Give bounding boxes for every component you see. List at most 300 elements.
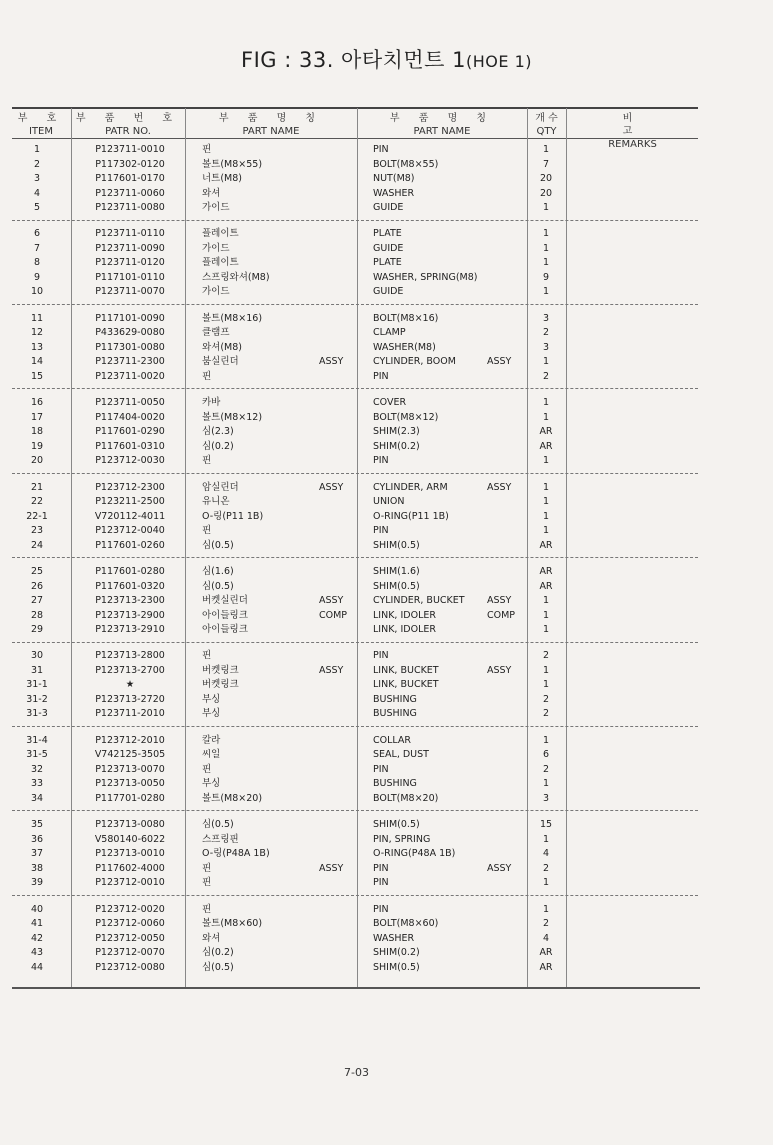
cell-part-name-english: GUIDE	[373, 202, 404, 213]
cell-qty: 1	[542, 609, 550, 621]
cell-item: 20	[30, 455, 44, 467]
header-part-name-korean	[186, 112, 356, 138]
cell-part-name-korean: 핀	[202, 763, 212, 775]
cell-part-name-korean: 칼라	[202, 734, 221, 746]
cell-part-name-english: WASHER	[373, 932, 415, 944]
cell-part-name-english: COLLAR	[373, 734, 412, 746]
cell-qty: 1	[542, 734, 550, 746]
table-row	[0, 565, 773, 580]
cell-part-name-english: LINK, IDOLER	[373, 609, 436, 621]
table-row	[0, 932, 773, 947]
cell-assy-korean: ASSY	[319, 664, 344, 676]
cell-part-no: P123713-0010	[95, 848, 165, 860]
cell-assy-english: ASSY	[487, 356, 512, 368]
cell-part-name-korean: 붐실린더	[202, 356, 239, 368]
cell-qty: 2	[542, 862, 550, 874]
table-row	[0, 440, 773, 455]
table-row	[0, 495, 773, 510]
group-separator	[12, 642, 698, 643]
cell-part-no: P123711-0050	[95, 397, 165, 409]
cell-part-no: P433629-0080	[95, 327, 165, 339]
cell-qty: 1	[542, 144, 550, 155]
cell-part-name-korean: 볼트(M8×16)	[202, 312, 263, 324]
cell-part-name-english: UNION	[373, 496, 405, 508]
cell-part-no: P123712-2300	[95, 481, 165, 493]
table-row	[0, 341, 773, 356]
cell-qty: 1	[542, 525, 550, 537]
cell-part-name-english: GUIDE	[373, 242, 404, 254]
title-subtitle: (HOE 1)	[466, 52, 532, 71]
cell-part-name-english: BOLT(M8×16)	[373, 312, 439, 324]
cell-qty: 9	[542, 271, 550, 283]
cell-part-name-english: SHIM(0.2)	[373, 947, 420, 959]
cell-qty: AR	[539, 440, 553, 452]
cell-qty: 2	[542, 327, 550, 339]
cell-part-name-korean: 심(0.2)	[202, 440, 234, 452]
table-row	[0, 707, 773, 722]
header-qty	[528, 112, 565, 138]
cell-item: 33	[30, 778, 44, 790]
cell-qty: AR	[539, 961, 553, 973]
cell-item: 4	[33, 187, 41, 199]
cell-part-name-korean: 핀	[202, 862, 212, 874]
table-row	[0, 917, 773, 932]
cell-part-name-korean: 심(0.5)	[202, 539, 234, 551]
cell-qty: 1	[542, 679, 550, 691]
cell-part-no: P117601-0310	[95, 440, 165, 452]
title-text: FIG : 33. 아타치먼트 1	[241, 48, 467, 72]
cell-qty: 3	[542, 792, 550, 804]
cell-part-name-korean: 핀	[202, 650, 212, 662]
cell-item: 39	[30, 877, 44, 889]
table-row	[0, 903, 773, 918]
cell-part-name-korean: 씨일	[202, 749, 221, 761]
cell-part-name-english: PLATE	[373, 228, 402, 240]
cell-part-no: P123713-2800	[95, 650, 165, 662]
cell-qty: AR	[539, 947, 553, 959]
table-row	[0, 649, 773, 664]
cell-qty: 1	[542, 595, 550, 606]
table-row	[0, 355, 773, 370]
cell-part-no: P123711-0120	[95, 257, 165, 269]
cell-part-no: P123711-0020	[95, 370, 165, 382]
table-row	[0, 946, 773, 961]
cell-assy-english: ASSY	[487, 481, 512, 493]
cell-part-name-english: WASHER, SPRING(M8)	[373, 271, 478, 283]
cell-qty: 1	[542, 877, 550, 889]
cell-part-name-english: CYLINDER, ARM	[373, 481, 448, 493]
cell-qty: 1	[542, 397, 550, 409]
cell-item: 44	[30, 961, 44, 973]
table-row	[0, 510, 773, 525]
cell-part-no: V580140-6022	[94, 833, 166, 845]
cell-item: 38	[30, 862, 44, 874]
table-row	[0, 187, 773, 202]
group-separator	[12, 388, 698, 389]
cell-part-name-korean: 가이드	[202, 286, 230, 298]
cell-part-name-korean: 아이들링크	[202, 609, 248, 621]
cell-part-no: P123711-2010	[95, 708, 165, 720]
cell-part-no: P117601-0170	[95, 173, 165, 184]
table-row	[0, 862, 773, 877]
cell-part-name-korean: 와셔(M8)	[202, 341, 243, 353]
cell-part-name-korean: 심(2.3)	[202, 426, 234, 438]
header-item	[12, 112, 70, 138]
group-separator	[12, 810, 698, 811]
cell-qty: 1	[542, 496, 550, 508]
cell-part-name-korean: 핀	[202, 877, 212, 889]
header-part-no	[72, 112, 184, 138]
cell-item: 12	[30, 327, 44, 339]
cell-part-name-english: PIN	[373, 903, 389, 915]
table-row	[0, 777, 773, 792]
cell-item: 31-3	[26, 708, 48, 720]
table-row	[0, 876, 773, 891]
cell-item: 32	[30, 763, 44, 775]
table-row	[0, 748, 773, 763]
cell-part-name-english: PIN	[373, 144, 389, 155]
cell-part-no: P123712-0040	[95, 525, 165, 537]
cell-part-name-korean: 핀	[202, 903, 212, 915]
cell-part-name-english: BOLT(M8×60)	[373, 918, 439, 930]
group-separator	[12, 895, 698, 896]
cell-part-name-english: BOLT(M8×20)	[373, 792, 439, 804]
cell-part-name-english: PIN	[373, 650, 389, 662]
cell-item: 37	[30, 848, 44, 860]
cell-item: 16	[30, 397, 44, 409]
table-row	[0, 763, 773, 778]
cell-part-no: P117301-0080	[95, 341, 165, 353]
cell-item: 36	[30, 833, 44, 845]
cell-assy-korean: ASSY	[319, 356, 344, 368]
cell-item: 24	[30, 539, 44, 551]
cell-item: 27	[30, 595, 44, 606]
cell-item: 2	[33, 158, 41, 170]
cell-part-name-korean: 볼트(M8×55)	[202, 158, 263, 170]
cell-part-name-korean: 버켓실린더	[202, 595, 248, 606]
cell-part-name-english: SHIM(0.5)	[373, 539, 420, 551]
cell-item: 22-1	[26, 510, 48, 522]
table-row	[0, 524, 773, 539]
cell-part-name-korean: 클램프	[202, 327, 230, 339]
cell-part-name-english: BOLT(M8×55)	[373, 158, 439, 170]
cell-part-name-korean: 버켓링크	[202, 679, 239, 691]
cell-part-no: P123713-2910	[95, 624, 165, 635]
cell-part-name-korean: 너트(M8)	[202, 173, 243, 184]
cell-part-name-english: NUT(M8)	[373, 173, 415, 184]
cell-part-no: P123711-0060	[95, 187, 165, 199]
cell-assy-english: COMP	[487, 609, 516, 621]
table-row	[0, 961, 773, 976]
cell-item: 17	[30, 411, 44, 423]
cell-part-name-english: O-RING(P48A 1B)	[373, 848, 456, 860]
cell-qty: 15	[539, 819, 553, 831]
cell-item: 31-1	[26, 679, 48, 691]
header-remarks-ko: 비 고	[622, 113, 673, 137]
cell-part-no: P123712-0060	[95, 918, 165, 930]
cell-part-no: P123711-2300	[95, 356, 165, 368]
cell-part-name-korean: 부싱	[202, 693, 221, 705]
page-number: 7-03	[344, 1066, 369, 1079]
cell-qty: 6	[542, 749, 550, 761]
cell-assy-english: ASSY	[487, 862, 512, 874]
cell-item: 19	[30, 440, 44, 452]
cell-part-name-english: SHIM(0.5)	[373, 819, 420, 831]
group-separator	[12, 220, 698, 221]
group-separator	[12, 726, 698, 727]
table-row	[0, 623, 773, 638]
cell-part-name-english: WASHER	[373, 187, 415, 199]
cell-part-no: P117302-0120	[95, 158, 165, 170]
header-kname-en: PART NAME	[242, 126, 300, 137]
table-row	[0, 271, 773, 286]
cell-item: 9	[33, 271, 41, 283]
cell-part-no: V742125-3505	[94, 749, 166, 761]
group-separator	[12, 557, 698, 558]
cell-part-name-korean: 부싱	[202, 778, 221, 790]
cell-part-no: P123713-0080	[95, 819, 165, 831]
cell-item: 42	[30, 932, 44, 944]
cell-item: 40	[30, 903, 44, 915]
cell-assy-korean: ASSY	[319, 481, 344, 493]
cell-part-name-english: SHIM(0.2)	[373, 440, 420, 452]
cell-item: 3	[33, 173, 41, 184]
cell-part-name-korean: 플레이트	[202, 228, 239, 240]
cell-part-name-english: PIN	[373, 525, 389, 537]
cell-part-no: P123713-0050	[95, 778, 165, 790]
cell-part-name-english: LINK, IDOLER	[373, 624, 436, 635]
cell-part-name-english: COVER	[373, 397, 407, 409]
cell-part-name-english: LINK, BUCKET	[373, 664, 439, 676]
cell-part-no: P123711-0090	[95, 242, 165, 254]
table-row	[0, 227, 773, 242]
cell-part-name-english: GUIDE	[373, 286, 404, 298]
table-row	[0, 326, 773, 341]
header-ename-en: PART NAME	[413, 126, 471, 137]
cell-part-no: P123713-2720	[95, 693, 165, 705]
cell-part-name-korean: 볼트(M8×60)	[202, 918, 263, 930]
cell-part-no: P117101-0110	[95, 271, 165, 283]
cell-qty: 3	[542, 341, 550, 353]
cell-part-no: P117601-0290	[95, 426, 165, 438]
cell-item: 5	[33, 202, 41, 213]
cell-item: 7	[33, 242, 41, 254]
cell-assy-korean: COMP	[319, 609, 348, 621]
cell-part-name-korean: 핀	[202, 144, 212, 155]
table-row	[0, 847, 773, 862]
cell-part-name-korean: 볼트(M8×12)	[202, 411, 263, 423]
cell-part-name-korean: 버켓링크	[202, 664, 239, 676]
header-ename-ko: 부 품 명 칭	[389, 113, 495, 124]
cell-part-no: P123711-0110	[95, 228, 165, 240]
cell-part-name-korean: 와셔	[202, 187, 221, 199]
cell-part-name-english: BOLT(M8×12)	[373, 411, 439, 423]
cell-qty: 1	[542, 510, 550, 522]
cell-part-no: ★	[125, 679, 135, 691]
cell-qty: 3	[542, 312, 550, 324]
cell-part-name-korean: 암실린더	[202, 481, 239, 493]
table-row	[0, 734, 773, 749]
cell-item: 34	[30, 792, 44, 804]
header-remarks-en: REMARKS	[608, 139, 657, 150]
cell-item: 29	[30, 624, 44, 635]
table-row	[0, 370, 773, 385]
header-part-name-english	[358, 112, 526, 138]
cell-part-no: P123711-0070	[95, 286, 165, 298]
cell-part-name-english: WASHER(M8)	[373, 341, 436, 353]
cell-item: 23	[30, 525, 44, 537]
cell-part-name-korean: 가이드	[202, 242, 230, 254]
cell-part-no: P123211-2500	[95, 496, 165, 508]
cell-item: 31-2	[26, 693, 48, 705]
cell-qty: 20	[539, 187, 553, 199]
cell-qty: AR	[539, 580, 553, 592]
cell-part-name-korean: 아이들링크	[202, 624, 248, 635]
header-part-no-en: PATR NO.	[105, 126, 151, 137]
cell-part-no: P123712-0020	[95, 903, 165, 915]
cell-qty: AR	[539, 426, 553, 438]
cell-part-no: P123713-2900	[95, 609, 165, 621]
cell-part-name-korean: 심(0.5)	[202, 819, 234, 831]
cell-part-name-korean: 심(0.2)	[202, 947, 234, 959]
cell-part-no: P123711-0080	[95, 202, 165, 213]
cell-part-name-english: BUSHING	[373, 708, 417, 720]
cell-part-no: P123712-0070	[95, 947, 165, 959]
cell-part-name-korean: 심(0.5)	[202, 961, 234, 973]
cell-part-name-english: PIN	[373, 455, 389, 467]
table-row	[0, 833, 773, 848]
cell-part-name-english: PIN, SPRING	[373, 833, 431, 845]
cell-qty: 20	[539, 173, 553, 184]
header-kname-ko: 부 품 명 칭	[218, 113, 324, 124]
table-row	[0, 158, 773, 173]
cell-item: 11	[30, 312, 44, 324]
cell-item: 28	[30, 609, 44, 621]
table-row	[0, 201, 773, 216]
cell-qty: 2	[542, 693, 550, 705]
cell-item: 8	[33, 257, 41, 269]
cell-qty: 1	[542, 455, 550, 467]
cell-part-no: P123712-0010	[95, 877, 165, 889]
cell-part-no: P117101-0090	[95, 312, 165, 324]
cell-part-no: P123712-0050	[95, 932, 165, 944]
cell-item: 25	[30, 566, 44, 577]
table-row	[0, 242, 773, 257]
cell-part-name-english: PLATE	[373, 257, 402, 269]
header-item-ko: 부 호	[17, 113, 65, 124]
cell-part-name-english: BUSHING	[373, 778, 417, 790]
cell-item: 18	[30, 426, 44, 438]
cell-part-name-korean: 핀	[202, 455, 212, 467]
cell-item: 31	[30, 664, 44, 676]
table-row	[0, 792, 773, 807]
table-top-rule	[12, 107, 698, 109]
table-row	[0, 539, 773, 554]
cell-qty: 1	[542, 411, 550, 423]
cell-assy-korean: ASSY	[319, 595, 344, 606]
cell-part-name-korean: 카바	[202, 397, 221, 409]
cell-part-name-korean: 핀	[202, 525, 212, 537]
cell-part-name-korean: O-링(P11 1B)	[202, 510, 264, 522]
cell-part-name-korean: 핀	[202, 370, 212, 382]
cell-item: 1	[33, 144, 41, 155]
cell-part-name-english: SEAL, DUST	[373, 749, 429, 761]
cell-part-name-english: PIN	[373, 763, 389, 775]
group-separator	[12, 304, 698, 305]
cell-part-no: P117602-4000	[95, 862, 165, 874]
cell-part-no: P123713-0070	[95, 763, 165, 775]
cell-item: 30	[30, 650, 44, 662]
table-row	[0, 143, 773, 158]
cell-qty: 2	[542, 708, 550, 720]
cell-part-no: P123712-2010	[95, 734, 165, 746]
cell-part-name-korean: 플레이트	[202, 257, 239, 269]
cell-assy-english: ASSY	[487, 664, 512, 676]
cell-part-no: V720112-4011	[94, 510, 166, 522]
cell-qty: 1	[542, 202, 550, 213]
cell-part-no: P117601-0280	[95, 566, 165, 577]
cell-part-name-korean: 심(1.6)	[202, 566, 234, 577]
cell-part-no: P117601-0260	[95, 539, 165, 551]
header-qty-en: QTY	[536, 126, 557, 137]
cell-item: 13	[30, 341, 44, 353]
cell-part-name-english: O-RING(P11 1B)	[373, 510, 449, 522]
cell-assy-korean: ASSY	[319, 862, 344, 874]
cell-qty: 4	[542, 848, 550, 860]
cell-qty: 1	[542, 242, 550, 254]
table-row	[0, 678, 773, 693]
cell-qty: 1	[542, 481, 550, 493]
cell-part-name-korean: 심(0.5)	[202, 580, 234, 592]
table-row	[0, 425, 773, 440]
cell-item: 31-4	[26, 734, 48, 746]
cell-part-no: P123712-0080	[95, 961, 165, 973]
cell-part-name-english: PIN	[373, 370, 389, 382]
cell-item: 14	[30, 356, 44, 368]
cell-part-name-korean: O-링(P48A 1B)	[202, 848, 270, 860]
table-row	[0, 609, 773, 624]
cell-part-name-english: SHIM(0.5)	[373, 961, 420, 973]
table-row	[0, 411, 773, 426]
table-row	[0, 664, 773, 679]
cell-part-no: P117701-0280	[95, 792, 165, 804]
table-row	[0, 396, 773, 411]
cell-part-name-korean: 와셔	[202, 932, 221, 944]
cell-part-name-korean: 스프링핀	[202, 833, 239, 845]
cell-qty: 1	[542, 257, 550, 269]
cell-item: 41	[30, 918, 44, 930]
cell-part-name-korean: 가이드	[202, 202, 230, 213]
cell-item: 35	[30, 819, 44, 831]
cell-part-no: P117601-0320	[95, 580, 165, 592]
header-item-en: ITEM	[28, 126, 53, 137]
table-row	[0, 818, 773, 833]
cell-part-no: P123712-0030	[95, 455, 165, 467]
cell-qty: 2	[542, 918, 550, 930]
cell-qty: 1	[542, 228, 550, 240]
cell-qty: 2	[542, 763, 550, 775]
cell-part-name-english: LINK, BUCKET	[373, 679, 439, 691]
cell-part-name-english: CLAMP	[373, 327, 406, 339]
cell-qty: 1	[542, 903, 550, 915]
header-part-no-ko: 부 품 번 호	[75, 113, 181, 124]
cell-part-name-english: PIN	[373, 862, 389, 874]
cell-part-name-english: PIN	[373, 877, 389, 889]
table-row	[0, 285, 773, 300]
cell-qty: 2	[542, 370, 550, 382]
cell-part-name-english: BUSHING	[373, 693, 417, 705]
cell-qty: 7	[542, 158, 550, 170]
